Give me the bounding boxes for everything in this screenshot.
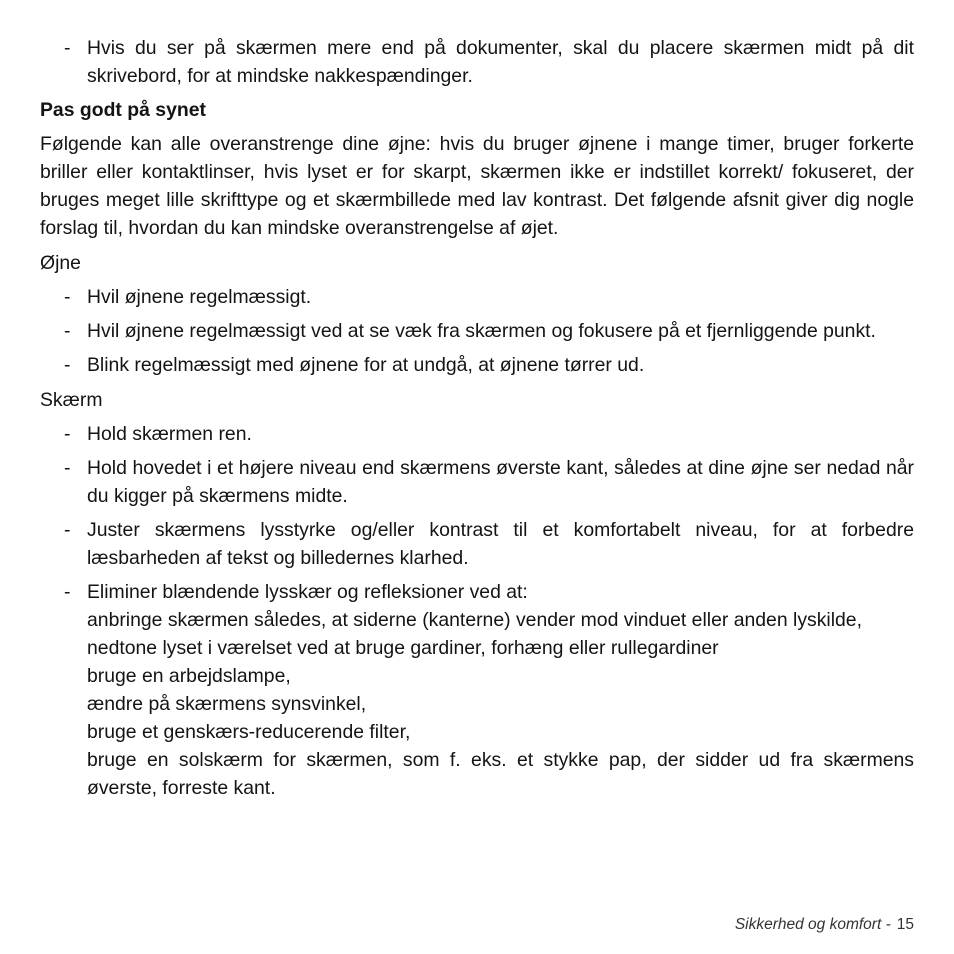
glare-line: bruge en arbejdslampe, <box>87 665 291 687</box>
list-item <box>40 578 914 802</box>
glare-line: ændre på skærmens synsvinkel, <box>87 693 367 715</box>
dash-bullet: - <box>64 519 71 541</box>
dash-bullet: - <box>64 37 71 59</box>
dash-bullet: - <box>64 286 71 308</box>
page-content <box>40 34 914 802</box>
list-item <box>40 454 914 510</box>
dash-bullet: - <box>64 581 71 603</box>
list-item-text: Hvil øjnene regelmæssigt ved at se væk fra skærmen og fokusere på et fjernliggende punkt. <box>87 320 876 342</box>
list-item-text: Eliminer blændende lysskær og refleksioner ved at: <box>87 581 528 603</box>
screen-subheading: Skærm <box>40 389 103 411</box>
eyes-subheading: Øjne <box>40 252 81 274</box>
list-item-text: Hold hovedet i et højere niveau end skærmens øverste kant, således at dine øjne ser nedad når du kigger på skærmens midte. <box>87 457 914 507</box>
dash-bullet: - <box>64 354 71 376</box>
list-item <box>40 283 914 311</box>
dash-bullet: - <box>64 320 71 342</box>
section-heading: Pas godt på synet <box>40 99 206 121</box>
dash-bullet: - <box>64 457 71 479</box>
page-number: 15 <box>896 916 914 933</box>
list-item <box>40 420 914 448</box>
list-item <box>40 516 914 572</box>
glare-line: nedtone lyset i værelset ved at bruge gardiner, forhæng eller rullegardiner <box>87 637 719 659</box>
page-footer <box>735 916 914 934</box>
glare-line: bruge en solskærm for skærmen, som f. eks. et stykke pap, der sidder ud fra skærmens øverste, forreste kant. <box>87 749 914 799</box>
intro-paragraph: Følgende kan alle overanstrenge dine øjne: hvis du bruger øjnene i mange timer, bruger forkerte briller eller kontaktlinser, hvis lyset er for skarpt, skærmen ikke er indstillet korrekt/ fokuseret, der bruges meget lille skrifttype og et skærmbillede med lav kontrast. Det følgende afsnit giver dig nogle forslag til, hvordan du kan mindske overanstrengelse af øjet. <box>40 133 914 239</box>
list-item-text: Hold skærmen ren. <box>87 423 252 445</box>
list-item-text: Hvil øjnene regelmæssigt. <box>87 286 312 308</box>
dash-bullet: - <box>64 423 71 445</box>
list-item-text: Blink regelmæssigt med øjnene for at undgå, at øjnene tørrer ud. <box>87 354 645 376</box>
list-item <box>40 34 914 90</box>
footer-section-title: Sikkerhed og komfort - <box>734 916 891 933</box>
list-item-text: Juster skærmens lysstyrke og/eller kontrast til et komfortabelt niveau, for at forbedre læsbarheden af tekst og billedernes klarhed. <box>87 519 914 569</box>
list-item <box>40 351 914 379</box>
list-item <box>40 317 914 345</box>
glare-line: anbringe skærmen således, at siderne (kanterne) vender mod vinduet eller anden lyskilde, <box>87 609 862 631</box>
list-item-text: Hvis du ser på skærmen mere end på dokumenter, skal du placere skærmen midt på dit skrivebord, for at mindske nakkespændinger. <box>87 37 914 87</box>
glare-line: bruge et genskærs-reducerende filter, <box>87 721 411 743</box>
